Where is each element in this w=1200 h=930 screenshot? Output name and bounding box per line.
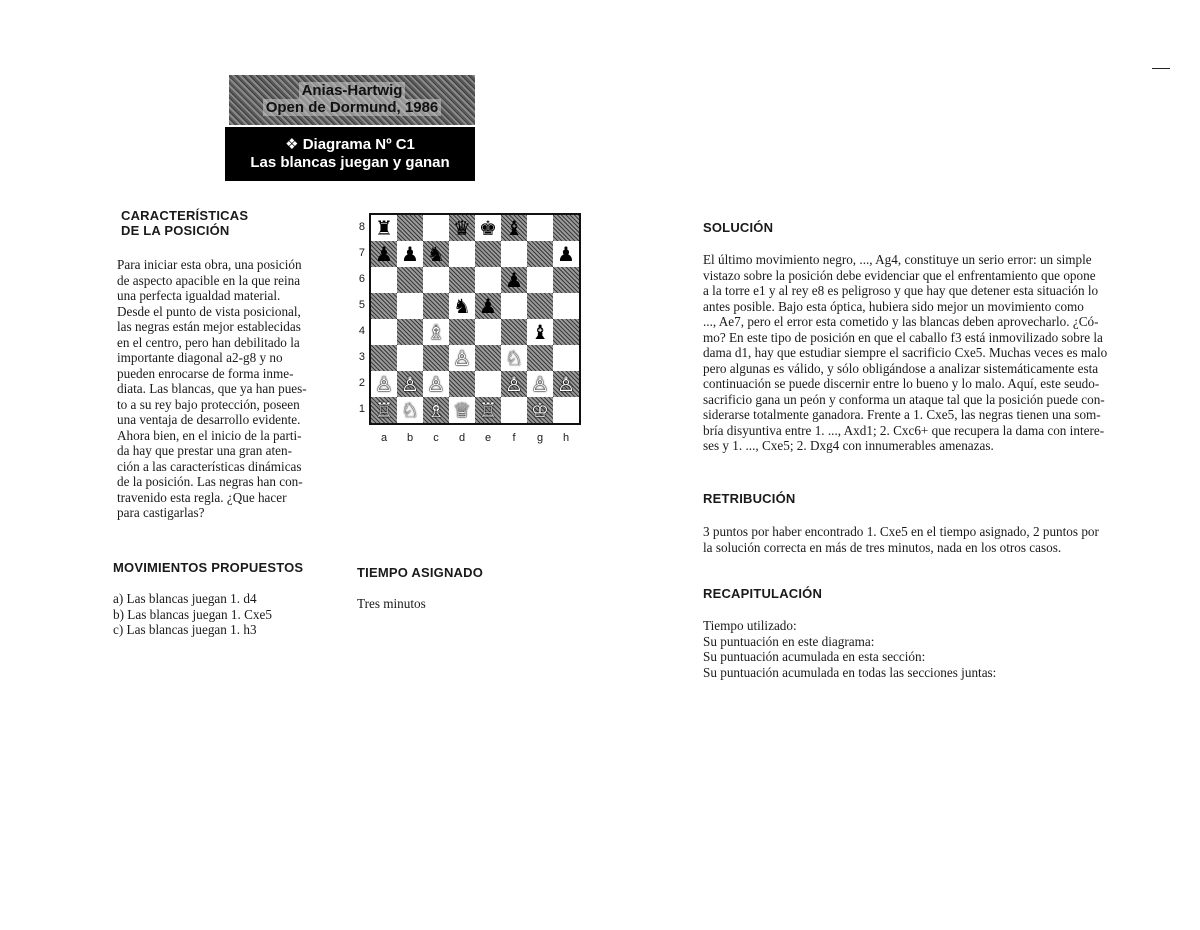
white-pawn-icon: ♙	[453, 346, 471, 370]
diamond-icon: ❖	[285, 136, 299, 153]
tiempo-heading: TIEMPO ASIGNADO	[357, 565, 484, 580]
white-bishop-icon: ♗	[427, 320, 445, 344]
movimientos-heading: MOVIMIENTOS PROPUESTOS	[113, 560, 304, 575]
square-e2	[475, 371, 501, 397]
rank-label: 3	[358, 351, 365, 363]
solucion-line: antes posible. Bajo esta óptica, hubiera sido mejor un movimiento como	[703, 298, 1084, 314]
caracteristicas-line: para castigarlas?	[117, 505, 205, 520]
recapitulacion-line: Su puntuación acumulada en esta sección:	[703, 649, 926, 664]
solucion-line: continuación se puede discernir entre lo bueno y lo malo. Aquí, este seudo-	[703, 376, 1100, 391]
movimiento-option: c) Las blancas juegan 1. h3	[113, 622, 257, 637]
square-c4	[423, 319, 449, 345]
black-pawn-icon: ♟	[479, 294, 497, 318]
rank-label: 8	[358, 221, 365, 233]
square-b3	[397, 345, 423, 371]
square-b7	[397, 241, 423, 267]
white-king-icon: ♔	[531, 398, 549, 422]
square-a6	[371, 267, 397, 293]
movimiento-option: b) Las blancas juegan 1. Cxe5	[113, 606, 272, 622]
solucion-line: a la torre e1 y al rey e8 es peligroso y que hay que detener esta situación lo	[703, 283, 1099, 298]
square-c6	[423, 267, 449, 293]
square-a2	[371, 371, 397, 397]
square-a5	[371, 293, 397, 319]
square-a4	[371, 319, 397, 345]
caracteristicas-line: las negras están mejor establecidas	[117, 319, 301, 334]
file-label: e	[484, 432, 492, 444]
square-g4	[527, 319, 553, 345]
square-h8	[553, 215, 579, 241]
file-label: h	[562, 432, 570, 444]
white-pawn-icon: ♙	[505, 372, 523, 396]
square-e8	[475, 215, 501, 241]
square-a3	[371, 345, 397, 371]
white-pawn-icon: ♙	[427, 372, 445, 396]
file-label: g	[536, 432, 544, 444]
file-label: d	[458, 432, 466, 444]
white-rook-icon: ♖	[375, 398, 393, 422]
black-bishop-icon: ♝	[505, 216, 523, 240]
square-c5	[423, 293, 449, 319]
tiempo-value: Tres minutos	[357, 596, 426, 611]
square-e1	[475, 397, 501, 423]
square-g5	[527, 293, 553, 319]
square-d8	[449, 215, 475, 241]
square-a7	[371, 241, 397, 267]
solucion-line: mo? En este tipo de posición en que el caballo f3 está inmovilizado sobre la	[703, 329, 1103, 345]
square-b1	[397, 397, 423, 423]
solucion-text	[703, 252, 1168, 454]
source-game-header	[229, 75, 475, 125]
caracteristicas-line: de aspecto apacible en la que reina	[117, 272, 301, 288]
caracteristicas-heading-line2: DE LA POSICIÓN	[121, 223, 230, 238]
square-c2	[423, 371, 449, 397]
square-d3	[449, 345, 475, 371]
square-e5	[475, 293, 501, 319]
solucion-heading: SOLUCIÓN	[703, 220, 774, 235]
square-b8	[397, 215, 423, 241]
square-g7	[527, 241, 553, 267]
square-b5	[397, 293, 423, 319]
square-h7	[553, 241, 579, 267]
rank-label: 6	[358, 273, 365, 285]
square-e3	[475, 345, 501, 371]
caracteristicas-line: da hay que prestar una gran aten-	[117, 443, 293, 458]
square-f6	[501, 267, 527, 293]
square-g2	[527, 371, 553, 397]
square-f8	[501, 215, 527, 241]
square-e4	[475, 319, 501, 345]
square-e6	[475, 267, 501, 293]
recapitulacion-line: Su puntuación en este diagrama:	[703, 633, 875, 649]
caracteristicas-line: diata. Las blancas, que ya han pues-	[117, 381, 307, 396]
square-f4	[501, 319, 527, 345]
square-g3	[527, 345, 553, 371]
white-pawn-icon: ♙	[375, 372, 393, 396]
solucion-line: ses y 1. ..., Cxe5; 2. Dxg4 con innumerables amenazas.	[703, 438, 994, 453]
black-knight-icon: ♞	[427, 242, 445, 266]
caracteristicas-heading-line1: CARACTERÍSTICAS	[121, 208, 249, 223]
square-c3	[423, 345, 449, 371]
square-c1	[423, 397, 449, 423]
diagram-title: Diagrama Nº C1	[302, 136, 415, 153]
square-f1	[501, 397, 527, 423]
solucion-line: pero algunas es válido, y sólo obligándose a analizar sistemáticamente esta	[703, 360, 1099, 376]
caracteristicas-line: una ventaja de desarrollo evidente.	[117, 412, 301, 427]
chess-board	[369, 213, 581, 425]
white-pawn-icon: ♙	[531, 372, 549, 396]
square-b6	[397, 267, 423, 293]
black-pawn-icon: ♟	[401, 242, 419, 266]
black-pawn-icon: ♟	[505, 268, 523, 292]
black-queen-icon: ♛	[453, 216, 471, 240]
file-label: f	[512, 432, 516, 444]
square-f5	[501, 293, 527, 319]
white-rook-icon: ♖	[479, 398, 497, 422]
caracteristicas-text	[117, 257, 332, 521]
black-pawn-icon: ♟	[557, 242, 575, 266]
rank-label: 1	[358, 403, 365, 415]
square-h6	[553, 267, 579, 293]
black-bishop-icon: ♝	[531, 320, 549, 344]
caracteristicas-line: pueden enrocarse de forma inme-	[117, 365, 294, 381]
square-g8	[527, 215, 553, 241]
square-d6	[449, 267, 475, 293]
scan-mark	[1152, 68, 1170, 69]
caracteristicas-line: Para iniciar esta obra, una posición	[117, 257, 302, 272]
file-label: b	[406, 432, 414, 444]
caracteristicas-line: Desde el punto de vista posicional,	[117, 303, 301, 319]
white-pawn-icon: ♙	[401, 372, 419, 396]
caracteristicas-line: travenido esta regla. ¿Que hacer	[117, 489, 287, 505]
square-f2	[501, 371, 527, 397]
caracteristicas-heading	[121, 208, 248, 238]
recapitulacion-line: Tiempo utilizado:	[703, 618, 797, 633]
rank-label: 5	[358, 299, 365, 311]
square-g6	[527, 267, 553, 293]
header-event: Open de Dormund, 1986	[263, 99, 442, 116]
square-d7	[449, 241, 475, 267]
white-pawn-icon: ♙	[557, 372, 575, 396]
square-d1	[449, 397, 475, 423]
solucion-line: vistazo sobre la posición debe evidenciar que el enfrentamiento que opone	[703, 267, 1096, 283]
caracteristicas-line: en el centro, pero han debilitado la	[117, 334, 300, 350]
retribucion-line: 3 puntos por haber encontrado 1. Cxe5 en el tiempo asignado, 2 puntos por	[703, 524, 1099, 539]
square-a1	[371, 397, 397, 423]
caracteristicas-line: de la posición. Las negras han con-	[117, 474, 303, 489]
diagram-title-box	[225, 127, 475, 181]
recapitulacion-line: Su puntuación acumulada en todas las secciones juntas:	[703, 664, 997, 680]
square-b4	[397, 319, 423, 345]
solucion-line: bría disyuntiva entre 1. ..., Axd1; 2. Cxc6+ que recupera la dama con intere-	[703, 422, 1105, 438]
retribucion-line: la solución correcta en más de tres minutos, nada en los otros casos.	[703, 539, 1062, 555]
caracteristicas-line: importante diagonal a2-g8 y no	[117, 350, 283, 365]
rank-label: 4	[358, 325, 365, 337]
retribucion-heading: RETRIBUCIÓN	[703, 491, 796, 506]
square-h1	[553, 397, 579, 423]
diagram-subtitle: Las blancas juegan y ganan	[250, 154, 450, 171]
square-d2	[449, 371, 475, 397]
caracteristicas-line: to a su rey bajo protección, poseen	[117, 396, 300, 412]
black-knight-icon: ♞	[453, 294, 471, 318]
recapitulacion-heading: RECAPITULACIÓN	[703, 586, 823, 601]
square-d4	[449, 319, 475, 345]
black-pawn-icon: ♟	[375, 242, 393, 266]
caracteristicas-line: una perfecta igualdad material.	[117, 288, 281, 303]
solucion-line: sacrificio gana un peón y conforma un ataque tal que la posición puede con-	[703, 391, 1105, 407]
black-rook-icon: ♜	[375, 216, 393, 240]
solucion-line: El último movimiento negro, ..., Ag4, constituye un serio error: un simple	[703, 252, 1092, 267]
black-king-icon: ♚	[479, 216, 497, 240]
square-h5	[553, 293, 579, 319]
square-g1	[527, 397, 553, 423]
movimientos-list	[113, 591, 333, 638]
square-f3	[501, 345, 527, 371]
white-bishop-icon: ♗	[427, 398, 445, 422]
square-b2	[397, 371, 423, 397]
caracteristicas-line: ción a las características dinámicas	[117, 458, 302, 474]
white-queen-icon: ♕	[453, 398, 471, 422]
square-h4	[553, 319, 579, 345]
white-knight-icon: ♘	[401, 398, 419, 422]
square-a8	[371, 215, 397, 241]
square-h2	[553, 371, 579, 397]
movimiento-option: a) Las blancas juegan 1. d4	[113, 591, 257, 606]
square-d5	[449, 293, 475, 319]
rank-label: 2	[358, 377, 365, 389]
square-f7	[501, 241, 527, 267]
white-knight-icon: ♘	[505, 346, 523, 370]
recapitulacion-list	[703, 618, 1168, 680]
solucion-line: ..., Ae7, pero el error esta cometido y las blancas deben aprovecharlo. ¿Có-	[703, 314, 1099, 329]
square-c7	[423, 241, 449, 267]
retribucion-text	[703, 524, 1168, 555]
square-h3	[553, 345, 579, 371]
caracteristicas-line: Ahora bien, en el inicio de la parti-	[117, 427, 302, 443]
header-players: Anias-Hartwig	[299, 82, 406, 99]
square-c8	[423, 215, 449, 241]
solucion-line: siderarse totalmente ganadora. Frente a 1. Cxe5, las negras tienen una som-	[703, 407, 1101, 422]
rank-label: 7	[358, 247, 365, 259]
file-label: c	[433, 432, 439, 444]
file-label: a	[380, 432, 388, 444]
solucion-line: dama d1, hay que estudiar siempre el sacrificio Cxe5. Muchas veces es malo	[703, 345, 1108, 360]
square-e7	[475, 241, 501, 267]
